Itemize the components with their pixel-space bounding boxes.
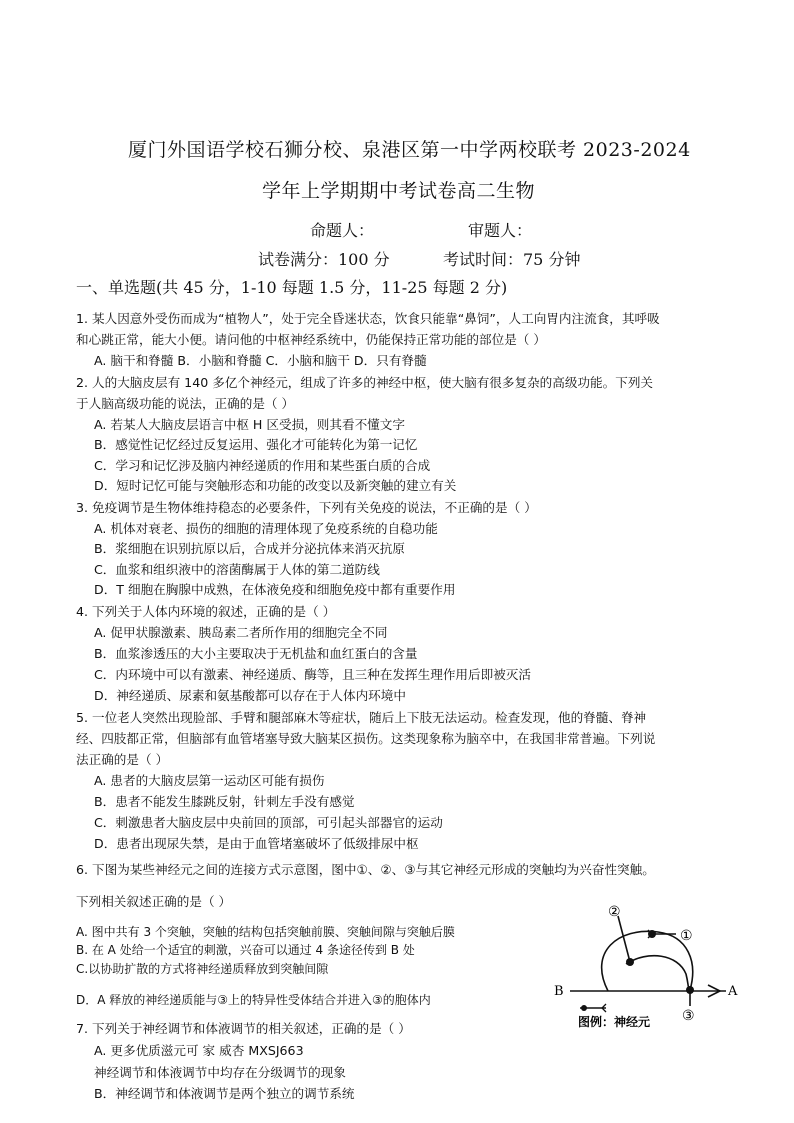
q2-option-d: D．短时记忆可能与突触形态和功能的改变以及新突触的建立有关 (94, 478, 457, 493)
label-2: ② (608, 904, 621, 920)
q7-option-a: A. 更多优质滋元可 家 威杏 MXSJ663 (94, 1043, 304, 1058)
q4-option-a: A. 促甲状腺激素、胰岛素二者所作用的细胞完全不同 (94, 625, 388, 640)
q5-line3: 法正确的是（ ） (76, 752, 169, 767)
q7-option-b: B．神经调节和体液调节是两个独立的调节系统 (94, 1086, 355, 1101)
q7-option-a-continued: 神经调节和体液调节中均存在分级调节的现象 (94, 1065, 346, 1080)
q3-line1: 3. 免疫调节是生物体维持稳态的必要条件，下列有关免疫的说法，不正确的是（ ） (76, 500, 537, 515)
q6-line1: 6. 下图为某些神经元之间的连接方式示意图，图中①、②、③与其它神经元形成的突触均为兴奋性突触。 (76, 862, 655, 877)
q4-option-d: D．神经递质、尿素和氨基酸都可以存在于人体内环境中 (94, 688, 406, 703)
q7-line1: 7. 下列关于神经调节和体液调节的相关叙述，正确的是（ ） (76, 1021, 411, 1036)
q4-line1: 4. 下列关于人体内环境的叙述，正确的是（ ） (76, 604, 336, 619)
proposer-label: 命题人： (310, 221, 375, 240)
time-info: 考试时间：75 分钟 (443, 250, 581, 269)
q6-option-a: A. 图中共有 3 个突触，突触的结构包括突触前膜、突触间隙与突触后膜 (76, 925, 455, 939)
neuron-connection-diagram (548, 902, 748, 1032)
section-title: 一、单选题(共 45 分，1-10 每题 1.5 分，11-25 每题 2 分) (76, 278, 508, 297)
q1-line1: 1. 某人因意外受伤而成为“植物人”，处于完全昏迷状态，饮食只能靠“鼻饲”，人工向胃内注流食，其呼吸 (76, 311, 660, 326)
q1-options: A. 脑干和脊髓 B．小脑和脊髓 C．小脑和脑干 D．只有脊髓 (94, 353, 427, 368)
legend-cell-body-icon (581, 1005, 587, 1011)
inner-branch-path (626, 956, 689, 990)
q2-line1: 2. 人的大脑皮层有 140 多亿个神经元，组成了许多的神经中枢，使大脑有很多复杂的高级功能。下列关 (76, 375, 654, 390)
q5-option-a: A. 患者的大脑皮层第一运动区可能有损伤 (94, 773, 325, 788)
q2-line2: 于人脑高级功能的说法，正确的是（ ） (76, 396, 295, 411)
q2-option-c: C．学习和记忆涉及脑内神经递质的作用和某些蛋白质的合成 (94, 458, 431, 473)
q5-line1: 5. 一位老人突然出现脸部、手臂和腿部麻木等症状，随后上下肢无法运动。检查发现，他的脊髓、脊神 (76, 710, 647, 725)
label-1: ① (680, 928, 693, 944)
q5-line2: 经、四肢都正常，但脑部有血管堵塞导致大脑某区损伤。这类现象称为脑卒中，在我国非常普遍。下列说 (76, 731, 656, 746)
cell-body-2-icon (626, 958, 634, 966)
q6-option-c: C.以协助扩散的方式将神经递质释放到突触间隙 (76, 962, 329, 976)
label-a: A (728, 984, 738, 999)
reviewer-label: 审题人： (468, 221, 533, 240)
q6-option-b: B. 在 A 处给一个适宜的刺激，兴奋可以通过 4 条途径传到 B 处 (76, 943, 415, 957)
q3-option-a: A. 机体对衰老、损伤的细胞的清理体现了免疫系统的自稳功能 (94, 521, 438, 536)
exam-title-line2: 学年上学期期中考试卷高二生物 (262, 180, 536, 202)
q3-option-d: D．T 细胞在胸腺中成熟，在体液免疫和细胞免疫中都有重要作用 (94, 582, 456, 597)
cell-body-3-icon (686, 986, 694, 994)
legend-label: 图例：神经元 (578, 1015, 651, 1029)
q5-option-c: C．刺激患者大脑皮层中央前回的顶部，可引起头部器官的运动 (94, 815, 443, 830)
score-info: 试卷满分：100 分 (258, 250, 390, 269)
q5-option-d: D．患者出现尿失禁，是由于血管堵塞破坏了低级排尿中枢 (94, 836, 419, 851)
label-b: B (554, 984, 564, 999)
cell-body-1-icon (648, 930, 656, 938)
q6-line2: 下列相关叙述正确的是（ ） (76, 894, 232, 909)
loop-neuron-path (602, 931, 693, 991)
q2-option-b: B．感觉性记忆经过反复运用、强化才可能转化为第一记忆 (94, 437, 418, 452)
q6-option-d: D．A 释放的神经递质能与③上的特异性受体结合并进入③的胞体内 (76, 993, 431, 1007)
q5-option-b: B．患者不能发生膝跳反射，针刺左手没有感觉 (94, 794, 355, 809)
q1-line2: 和心跳正常，能大小便。请问他的中枢神经系统中，仍能保持正常功能的部位是（ ） (76, 332, 546, 347)
exam-title-line1: 厦门外国语学校石狮分校、泉港区第一中学两校联考 2023-2024 (128, 139, 691, 161)
q4-option-b: B．血浆渗透压的大小主要取决于无机盐和血红蛋白的含量 (94, 646, 418, 661)
q3-option-b: B．浆细胞在识别抗原以后，合成并分泌抗体来消灭抗原 (94, 541, 405, 556)
q3-option-c: C．血浆和组织液中的溶菌酶属于人体的第二道防线 (94, 562, 380, 577)
q2-option-a: A. 若某人大脑皮层语言中枢 H 区受损，则其看不懂文字 (94, 417, 405, 432)
q4-option-c: C．内环境中可以有激素、神经递质、酶等，且三种在发挥生理作用后即被灭活 (94, 667, 531, 682)
label-3: ③ (682, 1008, 695, 1024)
neuron-2-line (618, 916, 630, 962)
